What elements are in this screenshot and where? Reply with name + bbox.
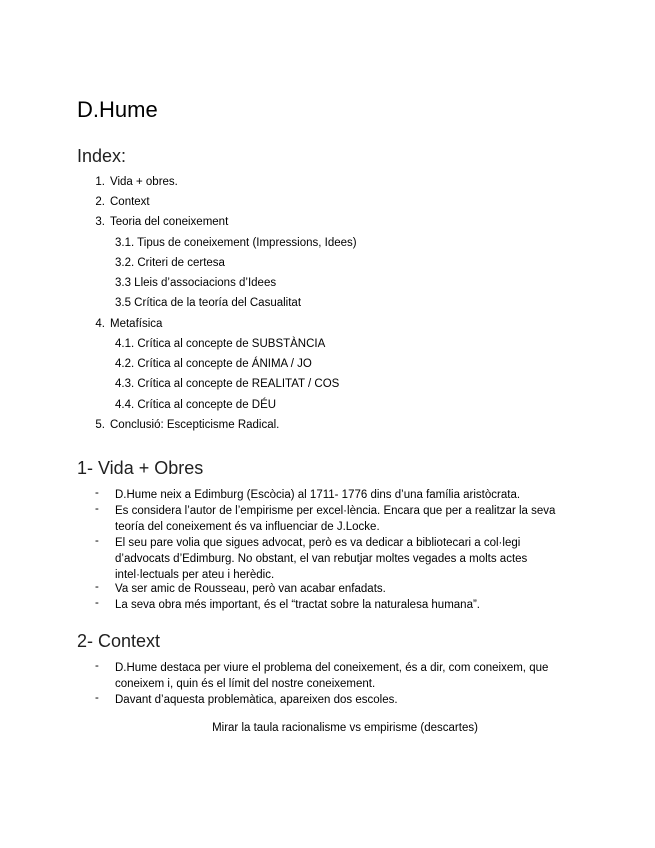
index-subitem: 4.2. Crítica al concepte de ÁNIMA / JO [115, 358, 312, 370]
bullet-marker: - [95, 692, 99, 704]
document-title: D.Hume [77, 97, 158, 122]
bullet-marker: - [95, 535, 99, 547]
list-item: La seva obra més important, és el “tractat sobre la naturalesa humana”. [115, 599, 480, 611]
list-item: El seu pare volia que sigues advocat, però es va dedicar a bibliotecari a col·legi d’advocats d’Edimburg. No obstant, el van rebutjar moltes vegades a molts actes intel·lectuals per ateu i herèdic. [115, 537, 528, 582]
list-item: Va ser amic de Rousseau, però van acabar enfadats. [115, 583, 386, 595]
index-subitem: 3.2. Criteri de certesa [115, 257, 225, 269]
index-subitem: 3.1. Tipus de coneixement (Impressions, Idees) [115, 237, 357, 249]
bullet-marker: - [95, 581, 99, 593]
list-item: Es considera l’autor de l’empirisme per excel·lència. Encara que per a realitzar la seva teoría del coneixement és va influenciar de J.Locke. [115, 505, 556, 534]
bullet-marker: - [95, 487, 99, 499]
bullet-marker: - [95, 503, 99, 515]
bullet-marker: - [95, 597, 99, 609]
index-subitem: 3.3 Lleis d’associacions d’Idees [115, 277, 277, 289]
section-heading-vida-obres: 1- Vida + Obres [77, 458, 204, 478]
bullet-marker: - [95, 660, 99, 672]
index-subitem: 3.5 Crítica de la teoría del Casualitat [115, 297, 302, 309]
note-text: Mirar la taula racionalisme vs empirisme (descartes) [212, 722, 478, 734]
document-page: D.Hume Index: 1. Vida + obres. 2. Context 3. Teoria del coneixement 3.1. Tipus de coneixement (Impressions, Idees) 3.2. Criteri de certesa 3.3 Lleis d’associacions d’Idees 3.5 Crítica de la teoría del Casualitat 4. Metafísica 4.1. Crítica al concepte de SUBSTÀNCIA 4.2. Crítica al concepte de ÁNIMA / JO 4.3. Crítica al concepte de REALITAT / COS 4.4. Crítica al concepte de DÉU 5. Conclusió: Escepticisme Radical. 1- Vida + Obres - D.Hume neix a Edimburg (Escòcia) al 1711- 1776 dins d’una família aristòcrata. - Es considera l’autor de l’empirisme per excel·lència. Encara que per a realitzar la seva teoría del coneixement és va influenciar de J.Locke. - El seu pare volia que sigues advocat, però es va dedicar a bibliotecari a col·legi d’advocats d’Edimburg. No obstant, el van rebutjar moltes vegades a molts actes intel·lectuals per ateu i herèdic. - Va ser amic de Rousseau, però van acabar enfadats. - La seva obra més important, és el “tractat sobre la naturalesa humana”. 2- Context - D.Hume destaca per viure el problema del coneixement, és a dir, com coneixem, que coneixem i, quin és el límit del nostre coneixement. - Davant d’aquesta problemàtica, apareixen dos escoles. Mirar la taula racionalisme vs empirisme (descartes) [0, 0, 655, 848]
index-subitem: 4.4. Crítica al concepte de DÉU [115, 399, 277, 411]
index-subitem: 4.1. Crítica al concepte de SUBSTÀNCIA [115, 338, 326, 350]
index-heading: Index: [77, 146, 127, 166]
section-heading-context: 2- Context [77, 631, 161, 651]
list-item: D.Hume neix a Edimburg (Escòcia) al 1711- 1776 dins d’una família aristòcrata. [115, 489, 521, 501]
list-item: Davant d’aquesta problemàtica, apareixen dos escoles. [115, 694, 398, 706]
index-subitem: 4.3. Crítica al concepte de REALITAT / COS [115, 378, 340, 390]
list-item: D.Hume destaca per viure el problema del coneixement, és a dir, com coneixem, que coneixem i, quin és el límit del nostre coneixement. [115, 662, 549, 691]
